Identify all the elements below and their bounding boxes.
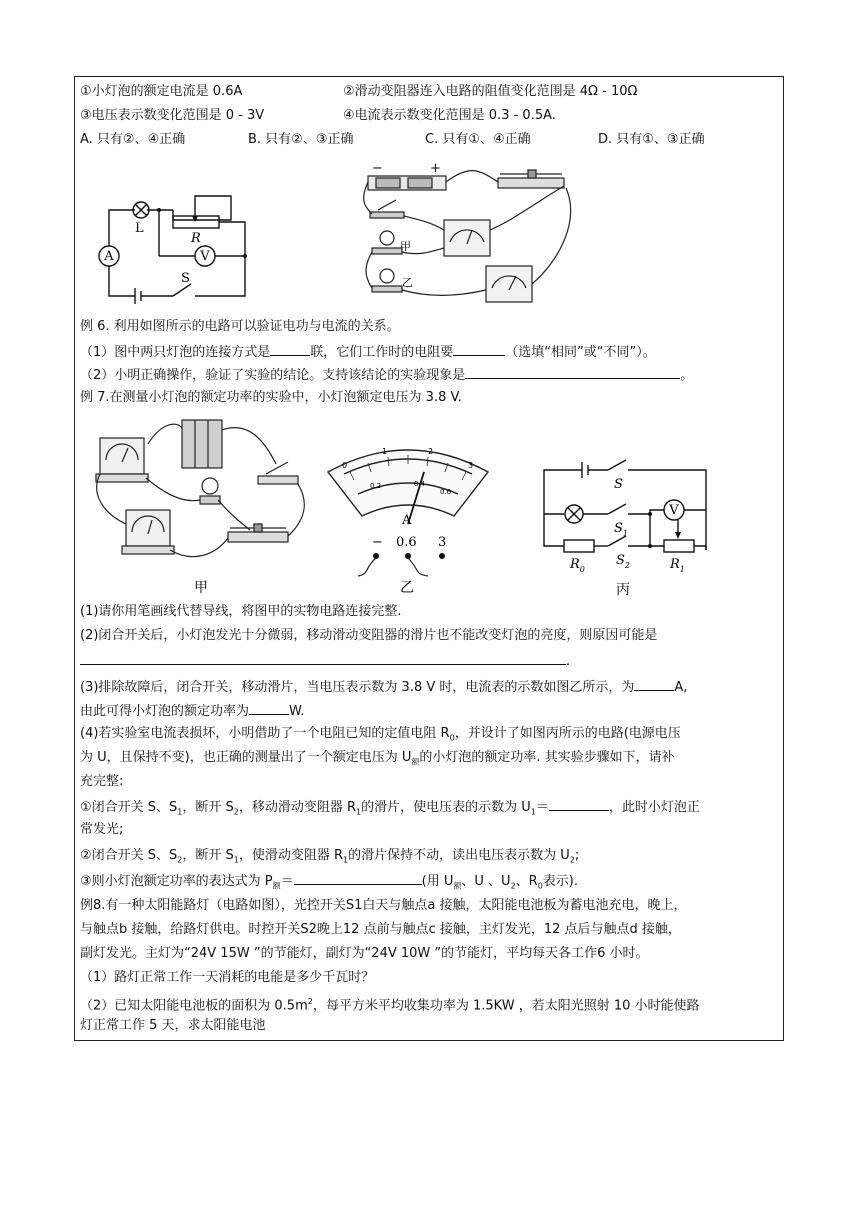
terminal-minus: −	[372, 535, 383, 550]
terminal-3: 3	[438, 535, 447, 550]
switch-s-label: S	[614, 477, 623, 492]
answer-blank[interactable]	[80, 651, 566, 665]
figure-bing-label: 丙	[616, 582, 630, 598]
example-7-q2-blank: .	[80, 651, 570, 671]
meter-scale-02: 0.2	[370, 482, 382, 490]
option-d: D. 只有①、③正确	[598, 132, 705, 147]
example-8-line-3: 副灯发光。主灯为“24V 15W ”的节能灯，副灯为“24V 10W ”的节能灯，平均每天各工作6 小时。	[80, 946, 649, 961]
statement-4: ④电流表示数变化范围是 0.3 - 0.5A.	[343, 108, 556, 123]
example-7-q4: (4)若实验室电流表损坏，小明借助了一个电阻已知的定值电阻 $R_0$，并设计了如图丙所示的电路(电源电压	[80, 726, 681, 743]
example-8-line-1: 例8.有一种太阳能路灯（电路如图），光控开关S1白天与触点a 接触，太阳能电池板为蓄电池充电，晚上，	[80, 898, 687, 913]
figure-yi	[324, 442, 492, 596]
figure-jia	[90, 414, 312, 598]
example-8-q1: （1）路灯正常工作一天消耗的电能是多少千瓦时？	[80, 970, 375, 985]
figure-bing	[530, 440, 720, 600]
voltmeter-label: V	[200, 249, 210, 264]
option-a: A. 只有②、④正确	[80, 132, 186, 147]
switch-s1-label: $S_1$	[614, 521, 628, 538]
meter-scale-06: 0.6	[440, 488, 452, 496]
figure-jia-label: 甲	[194, 580, 208, 596]
example-7-q3-cont: 由此可得小灯泡的额定功率为 W.	[80, 701, 305, 721]
example-7-q1: (1)请你用笔画线代替导线，将图甲的实物电路连接完整.	[80, 604, 402, 619]
option-c: C. 只有①、④正确	[425, 132, 531, 147]
meter-scale-2: 2	[428, 447, 434, 456]
answer-blank[interactable]	[465, 365, 680, 379]
rheostat-label: R	[191, 231, 201, 246]
option-b: B. 只有②、③正确	[248, 132, 354, 147]
example-6-q2: （2）小明正确操作，验证了实验的结论。支持该结论的实验现象是 。	[80, 365, 693, 385]
step-1-cont: 常发光;	[80, 822, 124, 837]
answer-blank[interactable]	[634, 677, 674, 691]
example-6-title: 例 6. 利用如图所示的电路可以验证电功与电流的关系。	[80, 319, 400, 334]
lamp-yi-label: 乙	[402, 276, 413, 289]
example-7-q2: (2)闭合开关后，小灯泡发光十分微弱，移动滑动变阻器的滑片也不能改变灯泡的亮度，则原因可能是	[80, 628, 658, 643]
circuit-diagram-left	[95, 188, 255, 306]
lamp-label: L	[135, 221, 144, 236]
example-7-title: 例 7.在测量小灯泡的额定功率的实验中，小灯泡额定电压为 3.8 V.	[80, 390, 462, 405]
switch-label: S	[181, 271, 190, 286]
answer-blank[interactable]	[294, 871, 422, 885]
example-8-q2: （2）已知太阳能电池板的面积为 $0.5m^2$，每平方米平均收集功率为 1.5KW ，若太阳光照射 10 小时能使路	[80, 997, 700, 1014]
meter-unit: A	[402, 513, 412, 528]
meter-scale-0: 0	[342, 461, 348, 470]
example-7-q4-end: 充完整:	[80, 774, 124, 789]
statement-1: ①小灯泡的额定电流是 0.6A	[80, 84, 243, 99]
example-6-q1: （1）图中两只灯泡的连接方式是 联，它们工作时的电阻要 （选填“相同”或“不同”）。	[80, 342, 656, 362]
step-3: ③则小灯泡额定功率的表达式为 $P_额=$ (用 $U_额$、U 、$U_2$、$R_0$表示).	[80, 871, 578, 896]
meter-scale-3: 3	[468, 461, 474, 470]
terminal-06: 0.6	[396, 535, 417, 550]
figure-yi-label: 乙	[400, 580, 414, 596]
resistor-r1-label: $R_1$	[670, 557, 685, 574]
example-7-q4-cont: 为 U，且保持不变)，也正确的测量出了一个额定电压为 $U_额$的小灯泡的额定功率. 其实验步骤如下，请补	[80, 750, 675, 767]
voltmeter-v-label: V	[669, 503, 679, 518]
step-2: ②闭合开关 S、$S_2$，断开 $S_1$，使滑动变阻器 $R_1$的滑片保持不动，读出电压表示数为 $U_2$;	[80, 848, 580, 865]
step-1: ①闭合开关 S、$S_1$，断开 $S_2$，移动滑动变阻器 $R_1$的滑片，使电压表的示数为 $U_1=$ ，此时小灯泡正	[80, 797, 700, 822]
switch-s2-label: $S_2$	[616, 553, 630, 570]
example-7-q3: (3)排除故障后，闭合开关，移动滑片，当电压表示数为 3.8 V 时，电流表的示数如图乙所示，为 A,	[80, 677, 687, 697]
answer-blank[interactable]	[549, 797, 609, 811]
meter-scale-1: 1	[382, 447, 388, 456]
ammeter-label: A	[104, 249, 114, 264]
answer-blank[interactable]	[453, 342, 505, 356]
answer-blank[interactable]	[249, 701, 289, 715]
wiring-illustration	[360, 160, 592, 308]
battery-plus-label: +	[430, 161, 441, 176]
statement-3: ③电压表示数变化范围是 0 - 3V	[80, 108, 265, 123]
statement-2: ②滑动变阻器连入电路的阻值变化范围是 4Ω - 10Ω	[343, 84, 638, 99]
example-8-line-2: 与触点b 接触，给路灯供电。时控开关S2晚上12 点前与触点c 接触，主灯发光，12 点后与触点d 接触，	[80, 922, 681, 937]
answer-blank[interactable]	[270, 342, 310, 356]
example-8-q2-cont: 灯正常工作 5 天，求太阳能电池	[80, 1018, 266, 1033]
lamp-jia-label: 甲	[400, 240, 411, 253]
resistor-r0-label: $R_0$	[570, 557, 585, 574]
meter-scale-04: 0.4	[414, 480, 426, 488]
battery-minus-label: −	[372, 161, 383, 176]
